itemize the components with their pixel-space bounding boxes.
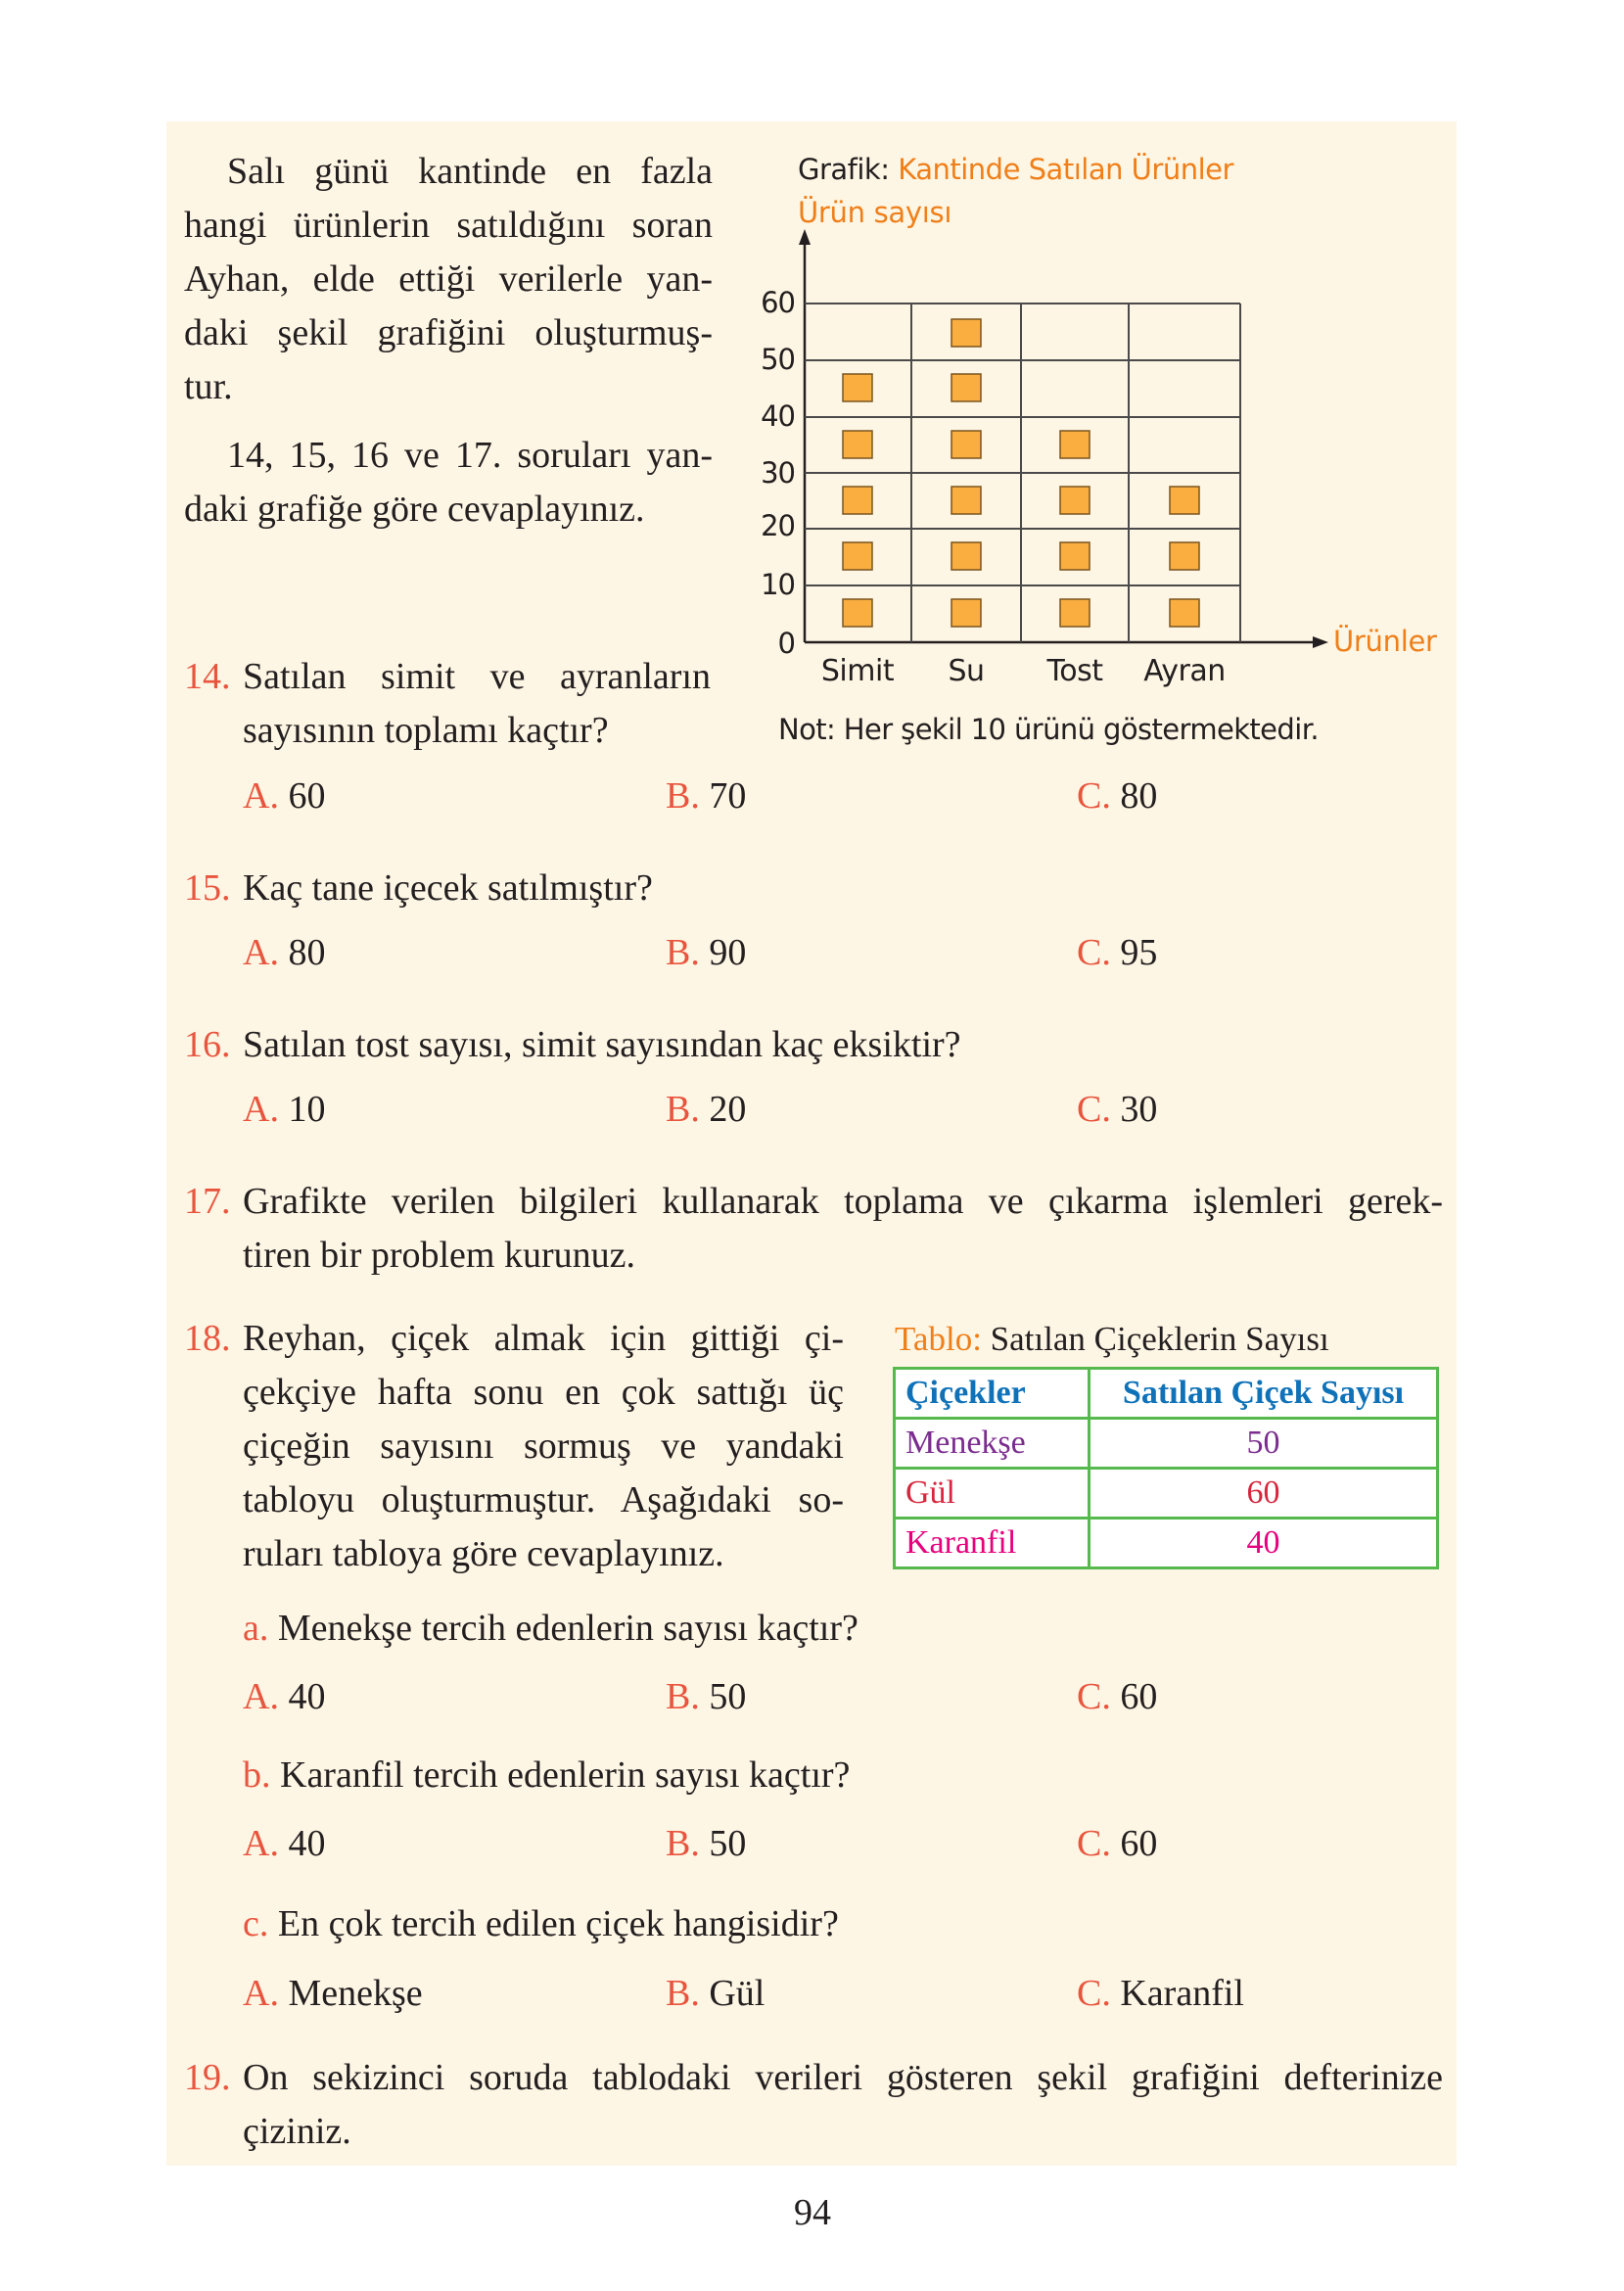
- option-text: 90: [709, 932, 747, 973]
- table-header-count: Satılan Çiçek Sayısı: [1090, 1369, 1438, 1419]
- y-tick: 0: [777, 627, 795, 660]
- table-row: [895, 1419, 1438, 1469]
- chart-title: [798, 153, 1233, 186]
- table-row: [895, 1469, 1438, 1519]
- option-b[interactable]: [666, 773, 746, 818]
- question-text: Satılan tost sayısı, simit sayısından kaç eksiktir?: [243, 1024, 961, 1065]
- option-letter: A.: [243, 1089, 279, 1130]
- sub-question-b: [243, 1749, 850, 1802]
- option-letter: C.: [1077, 932, 1111, 973]
- y-axis-arrow-icon: [799, 229, 811, 245]
- table-cell-name: Menekşe: [895, 1419, 1090, 1469]
- option-letter: C.: [1077, 775, 1111, 817]
- table-cell-count: 60: [1090, 1469, 1438, 1519]
- option-text: 70: [709, 775, 747, 817]
- chart-title-prefix: Grafik:: [798, 153, 890, 186]
- question-text: Kaç tane içecek satılmıştır?: [243, 867, 653, 909]
- intro-line: 14, 15, 16 ve 17. soruları yan-: [227, 435, 713, 476]
- option-c[interactable]: [1077, 1674, 1157, 1719]
- option-letter: A.: [243, 1823, 279, 1864]
- question-number: 18.: [184, 1318, 231, 1359]
- y-tick: 40: [761, 399, 795, 433]
- table-cell-count: 50: [1090, 1419, 1438, 1469]
- option-b[interactable]: [666, 1674, 746, 1719]
- option-a[interactable]: [243, 930, 325, 975]
- option-c[interactable]: [1077, 1821, 1157, 1866]
- option-letter: A.: [243, 1973, 279, 2014]
- option-text: 10: [288, 1089, 326, 1130]
- option-letter: B.: [666, 1973, 700, 2014]
- sub-question-c: [243, 1897, 839, 1951]
- sub-question-text: En çok tercih edilen çiçek hangisidir?: [277, 1903, 839, 1944]
- option-c[interactable]: [1077, 930, 1157, 975]
- y-tick: 60: [761, 286, 795, 319]
- option-text: Karanfil: [1120, 1973, 1244, 2014]
- x-axis-arrow-icon: [1313, 636, 1328, 648]
- sub-question-letter: b.: [243, 1754, 271, 1796]
- y-axis-label: Ürün sayısı: [798, 196, 952, 229]
- option-c[interactable]: [1077, 1087, 1157, 1132]
- option-text: 60: [288, 775, 326, 817]
- option-text: 40: [288, 1676, 326, 1717]
- option-letter: B.: [666, 1676, 700, 1717]
- question-text: ruları tabloya göre cevaplayınız.: [243, 1533, 724, 1574]
- question-number: 16.: [184, 1024, 231, 1065]
- question-text: tabloyu oluşturmuştur. Aşağıdaki so-: [243, 1479, 844, 1520]
- intro-line: daki grafiğe göre cevaplayınız.: [184, 489, 645, 530]
- option-letter: C.: [1077, 1089, 1111, 1130]
- x-category: Ayran: [1143, 654, 1226, 688]
- option-text: Menekşe: [288, 1973, 423, 2014]
- question-text: Grafikte verilen bilgileri kullanarak toplama ve çıkarma işlemleri gerek-: [243, 1181, 1443, 1222]
- question-text: Reyhan, çiçek almak için gittiği çi-: [243, 1318, 844, 1359]
- option-c[interactable]: [1077, 773, 1157, 818]
- option-a[interactable]: [243, 1971, 423, 2016]
- y-tick: 20: [761, 509, 795, 542]
- option-b[interactable]: [666, 930, 746, 975]
- chart-note: Not: Her şekil 10 ürünü göstermektedir.: [778, 713, 1319, 746]
- question-number: 15.: [184, 867, 231, 909]
- question-text: çiçeğin sayısını sormuş ve yandaki: [243, 1426, 844, 1467]
- option-letter: A.: [243, 1676, 279, 1717]
- option-letter: B.: [666, 1089, 700, 1130]
- page-number: 94: [794, 2192, 831, 2233]
- question-text: sayısının toplamı kaçtır?: [243, 710, 609, 751]
- option-b[interactable]: [666, 1971, 765, 2016]
- option-a[interactable]: [243, 1821, 325, 1866]
- option-text: 40: [288, 1823, 326, 1864]
- intro-text: [184, 145, 713, 414]
- option-text: 95: [1120, 932, 1158, 973]
- option-text: 30: [1120, 1089, 1158, 1130]
- question-text: tiren bir problem kurunuz.: [243, 1235, 636, 1276]
- chart-grid: [744, 225, 1331, 666]
- option-a[interactable]: [243, 1087, 325, 1132]
- question-text: On sekizinci soruda tablodaki verileri gösteren şekil grafiğini defterinize: [243, 2057, 1443, 2098]
- question-text: çekçiye hafta sonu en çok sattığı üç: [243, 1372, 844, 1413]
- intro-line: hangi ürünlerin satıldığını soran: [184, 205, 713, 246]
- option-letter: A.: [243, 932, 279, 973]
- table-header-flowers: Çiçekler: [895, 1369, 1090, 1419]
- table-cell-count: 40: [1090, 1519, 1438, 1568]
- table-title-text: Satılan Çiçeklerin Sayısı: [990, 1320, 1329, 1358]
- table-header-row: [895, 1369, 1438, 1419]
- table-row: [895, 1519, 1438, 1568]
- intro-line: Ayhan, elde ettiği verilerle yan-: [184, 258, 713, 300]
- option-b[interactable]: [666, 1821, 746, 1866]
- intro-line: Salı günü kantinde en fazla: [227, 151, 713, 192]
- option-letter: C.: [1077, 1973, 1111, 2014]
- option-letter: A.: [243, 775, 279, 817]
- sub-question-text: Menekşe tercih edenlerin sayısı kaçtır?: [277, 1608, 858, 1649]
- option-text: 50: [709, 1676, 747, 1717]
- option-letter: B.: [666, 932, 700, 973]
- option-text: 80: [288, 932, 326, 973]
- option-letter: B.: [666, 775, 700, 817]
- question-text: Satılan simit ve ayranların: [243, 656, 711, 697]
- option-letter: C.: [1077, 1676, 1111, 1717]
- y-tick: 30: [761, 456, 795, 490]
- sub-question-letter: a.: [243, 1608, 269, 1649]
- option-c[interactable]: [1077, 1971, 1244, 2016]
- table-title-prefix: Tablo:: [895, 1320, 982, 1358]
- y-tick: 10: [761, 568, 795, 601]
- option-a[interactable]: [243, 1674, 325, 1719]
- sub-question-letter: c.: [243, 1903, 269, 1944]
- x-axis-label: Ürünler: [1333, 625, 1437, 658]
- x-category: Simit: [820, 654, 895, 688]
- question-text: çiziniz.: [243, 2111, 351, 2152]
- sub-question-text: Karanfil tercih edenlerin sayısı kaçtır?: [280, 1754, 851, 1796]
- x-category: Su: [948, 654, 985, 688]
- option-text: 60: [1120, 1676, 1158, 1717]
- chart-title-text: Kantinde Satılan Ürünler: [898, 153, 1233, 186]
- flowers-table: [893, 1367, 1439, 1569]
- table-cell-name: Gül: [895, 1469, 1090, 1519]
- option-letter: B.: [666, 1823, 700, 1864]
- option-text: 20: [709, 1089, 747, 1130]
- question-number: 14.: [184, 656, 231, 697]
- intro-line: daki şekil grafiğini oluşturmuş-: [184, 312, 713, 353]
- intro-line: tur.: [184, 366, 233, 407]
- table-title: [895, 1320, 1329, 1359]
- sub-question-a: [243, 1602, 858, 1656]
- option-text: 50: [709, 1823, 747, 1864]
- option-text: 60: [1120, 1823, 1158, 1864]
- option-text: Gül: [709, 1973, 766, 2014]
- x-category: Tost: [1046, 654, 1103, 688]
- question-number: 19.: [184, 2057, 231, 2098]
- option-text: 80: [1120, 775, 1158, 817]
- option-b[interactable]: [666, 1087, 746, 1132]
- y-tick: 50: [761, 343, 795, 376]
- table-cell-name: Karanfil: [895, 1519, 1090, 1568]
- intro-instruction: [184, 429, 713, 537]
- option-letter: C.: [1077, 1823, 1111, 1864]
- question-number: 17.: [184, 1181, 231, 1222]
- option-a[interactable]: [243, 773, 325, 818]
